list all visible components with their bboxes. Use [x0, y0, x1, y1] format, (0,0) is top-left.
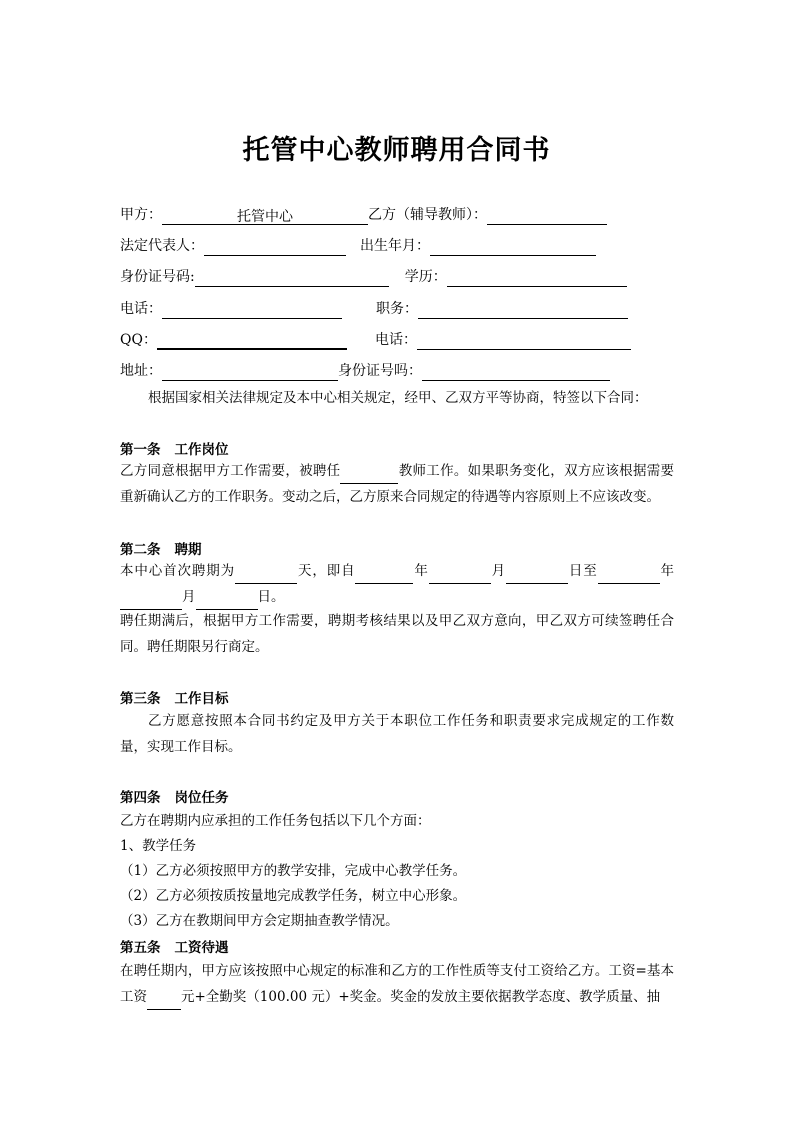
- qq-label: QQ：: [120, 332, 157, 348]
- start-year-blank[interactable]: [355, 566, 413, 584]
- field-row-address: [120, 361, 610, 381]
- field-row-phone: [120, 299, 628, 319]
- salary-text-b: 元+全勤奖（100.00 元）+奖金。奖金的发放主要依据教学态度、教学质量、抽: [181, 989, 661, 1005]
- education-field[interactable]: [447, 269, 627, 287]
- phone-field-a[interactable]: [162, 301, 342, 319]
- id-label-a: 身份证号码:: [120, 269, 195, 285]
- article-5-heading: [120, 936, 229, 956]
- party-b-label: 乙方（辅导教师）：: [368, 207, 487, 223]
- article-5-title: 工资待遇: [174, 940, 229, 956]
- article-5-number: 第五条: [120, 940, 161, 956]
- document-title: 托管中心教师聘用合同书: [242, 135, 551, 166]
- term-text-e: 日至: [568, 563, 598, 579]
- article-2-heading: [120, 538, 202, 558]
- article-1-text-b: 教师工作。如果职务变化，双方应该根据需要重新确认乙方的工作职务。变动之后，乙方原来合同规定的待遇等内容原则上不应该改变。: [120, 463, 675, 505]
- term-text-g: 月: [182, 589, 196, 605]
- start-month-blank[interactable]: [429, 566, 491, 584]
- article-5-body: [120, 958, 674, 1010]
- article-4-sub-3: （3）乙方在教期间甲方会定期抽查教学情况。: [120, 913, 399, 929]
- article-1-title: 工作岗位: [174, 442, 229, 458]
- base-salary-blank[interactable]: [147, 992, 181, 1010]
- phone-field-b[interactable]: [417, 332, 631, 350]
- end-year-blank[interactable]: [598, 566, 660, 584]
- field-row-party: [120, 205, 607, 225]
- article-4-number: 第四条: [120, 790, 161, 806]
- phone-label-a: 电话：: [120, 301, 162, 317]
- article-4-sub-2: （2）乙方必须按质按量地完成教学任务，树立中心形象。: [120, 888, 467, 904]
- article-3-number: 第三条: [120, 691, 161, 707]
- intro-paragraph: 根据国家相关法律规定及本中心相关规定，经甲、乙双方平等协商，特签以下合同：: [148, 390, 648, 406]
- party-b-field[interactable]: [487, 207, 607, 225]
- birth-label: 出生年月：: [360, 238, 430, 254]
- party-a-value: 托管中心: [237, 209, 293, 225]
- phone-label-b: 电话：: [374, 332, 417, 348]
- legal-rep-label: 法定代表人：: [120, 238, 204, 254]
- article-2-number: 第二条: [120, 542, 161, 558]
- term-text-c: 年: [413, 563, 429, 579]
- article-4-intro: 乙方在聘期内应承担的工作任务包括以下几个方面：: [120, 813, 431, 829]
- article-3-body: 乙方愿意按照本合同书约定及甲方关于本职位工作任务和职责要求完成规定的工作数量，实现工作目标。: [120, 713, 674, 755]
- job-title-blank[interactable]: [340, 466, 398, 484]
- article-3-heading: [120, 687, 229, 707]
- start-day-blank[interactable]: [506, 566, 568, 584]
- article-4-title: 岗位任务: [174, 790, 229, 806]
- position-field[interactable]: [418, 301, 628, 319]
- article-2-term: [120, 558, 674, 610]
- article-4-item-1: 1、教学任务: [120, 838, 197, 854]
- field-row-rep: [120, 236, 596, 256]
- article-1-text-a: 乙方同意根据甲方工作需要，被聘任: [120, 463, 341, 479]
- term-text-b: 天，即自: [297, 563, 356, 579]
- article-1-heading: [120, 438, 229, 458]
- article-2-title: 聘期: [174, 542, 202, 558]
- article-2-renewal: 聘任期满后，根据甲方工作需要，聘期考核结果以及甲乙双方意向，甲乙双方可续签聘任合同。聘任期限另行商定。: [120, 613, 674, 655]
- article-1-number: 第一条: [120, 442, 161, 458]
- term-text-a: 本中心首次聘期为: [120, 563, 236, 579]
- address-field[interactable]: [162, 363, 338, 381]
- article-4-sub-1: （1）乙方必须按照甲方的教学安排，完成中心教学任务。: [120, 863, 467, 879]
- term-text-d: 月: [490, 563, 506, 579]
- term-text-f: 年: [659, 563, 675, 579]
- address-label: 地址：: [120, 363, 162, 379]
- legal-rep-field[interactable]: [204, 238, 346, 256]
- field-row-id: [120, 267, 627, 287]
- party-a-label: 甲方：: [120, 207, 162, 223]
- article-1-body: [120, 458, 674, 510]
- field-row-qq: [120, 330, 631, 350]
- term-days-blank[interactable]: [235, 566, 297, 584]
- birth-field[interactable]: [430, 238, 596, 256]
- article-3-title: 工作目标: [174, 691, 229, 707]
- education-label: 学历：: [404, 269, 447, 285]
- article-4-heading: [120, 786, 229, 806]
- qq-field[interactable]: [157, 331, 347, 350]
- term-text-h: 日。: [257, 589, 285, 605]
- position-label: 职务：: [376, 301, 418, 317]
- id-field-b[interactable]: [422, 363, 610, 381]
- id-label-b: 身份证号吗：: [338, 363, 422, 379]
- salary-text-a: 在聘任期内，甲方应该按照中心规定的标准和乙方的工作性质等支付工资给乙方。工资=基本工资: [120, 963, 674, 1005]
- id-field-a[interactable]: [195, 269, 389, 287]
- party-a-field[interactable]: [162, 207, 368, 225]
